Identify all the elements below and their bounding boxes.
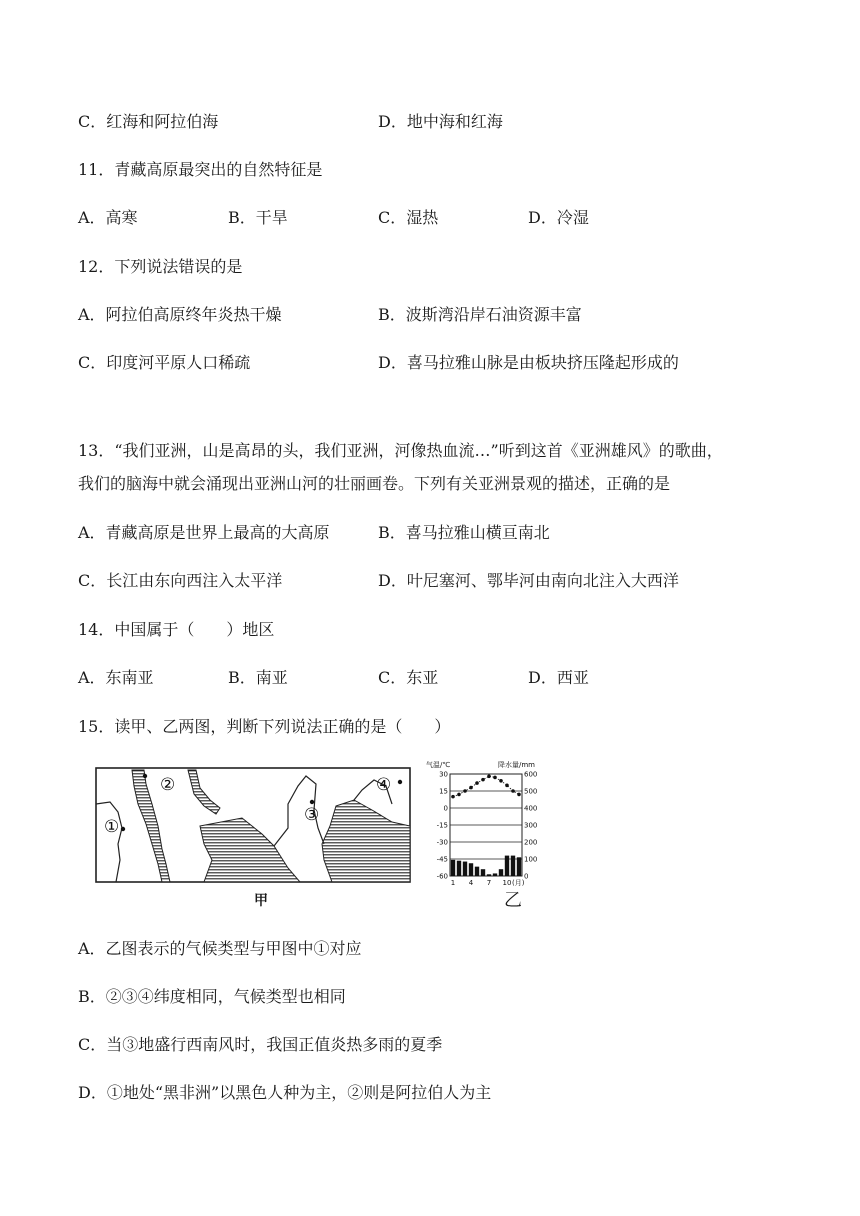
- temperature-point: [517, 793, 521, 797]
- temperature-point: [493, 776, 497, 780]
- q14-option-a: A．东南亚: [78, 668, 154, 687]
- x-tick-label: 1: [450, 879, 456, 887]
- q15-option-a: A．乙图表示的气候类型与甲图中①对应: [78, 939, 362, 958]
- right-tick-label: 0: [524, 872, 529, 881]
- precip-bar: [481, 869, 485, 876]
- q15-option-c: C．当③地盛行西南风时，我国正值炎热多雨的夏季: [78, 1035, 443, 1054]
- q13-option-c: C．长江由东向西注入太平洋: [78, 571, 283, 590]
- right-axis-title: 降水量/mm: [498, 761, 535, 769]
- q11-stem: 11．青藏高原最突出的自然特征是: [78, 160, 323, 179]
- precip-bar: [463, 862, 467, 876]
- map-label-3: ③: [304, 805, 320, 825]
- right-tick-label: 300: [524, 821, 538, 830]
- climate-chart-graphic: [424, 758, 554, 890]
- left-tick-label: 15: [439, 787, 448, 796]
- q11-option-c: C．湿热: [378, 208, 439, 227]
- q13-stem-line1: 13．“我们亚洲，山是高昂的头，我们亚洲，河像热血流…”听到这首《亚洲雄风》的歌曲，: [78, 441, 723, 460]
- right-tick-label: 500: [524, 787, 538, 796]
- temperature-point: [457, 793, 461, 797]
- map-graphic: [92, 764, 414, 886]
- x-tick-label: 4: [468, 879, 474, 887]
- precip-bar: [475, 867, 479, 876]
- left-tick-label: -60: [436, 872, 448, 881]
- temperature-point: [469, 786, 473, 790]
- map-label-2: ②: [160, 775, 176, 795]
- q14-option-d: D．西亚: [528, 668, 589, 687]
- precip-bar: [499, 869, 503, 876]
- map-figure: [92, 764, 414, 909]
- map-label-1: ①: [104, 817, 120, 837]
- x-tick-label: 10: [502, 879, 512, 887]
- left-tick-label: -30: [436, 838, 448, 847]
- temperature-point: [487, 774, 491, 778]
- precip-bar: [505, 856, 509, 876]
- q10-option-c: C．红海和阿拉伯海: [78, 112, 219, 131]
- precip-bar: [487, 874, 491, 876]
- q13-option-a: A．青藏高原是世界上最高的大高原: [78, 523, 330, 542]
- temperature-point: [511, 789, 515, 793]
- right-tick-label: 200: [524, 838, 538, 847]
- temperature-point: [505, 784, 509, 788]
- q14-option-b: B．南亚: [228, 668, 288, 687]
- q13-option-d: D．叶尼塞河、鄂毕河由南向北注入大西洋: [378, 571, 679, 590]
- temperature-point: [481, 778, 485, 782]
- q12-option-c: C．印度河平原人口稀疏: [78, 353, 251, 372]
- q12-option-b: B．波斯湾沿岸石油资源丰富: [378, 305, 582, 324]
- q11-option-b: B．干旱: [228, 208, 288, 227]
- left-tick-label: 0: [443, 804, 448, 813]
- left-tick-label: 30: [439, 770, 448, 779]
- q13-stem-line2: 我们的脑海中就会涌现出亚洲山河的壮丽画卷。下列有关亚洲景观的描述，正确的是: [78, 474, 671, 493]
- temperature-point: [451, 795, 455, 799]
- right-tick-label: 600: [524, 770, 538, 779]
- left-tick-label: -15: [436, 821, 448, 830]
- left-axis-title: 气温/℃: [426, 761, 451, 769]
- q14-option-c: C．东亚: [378, 668, 439, 687]
- x-tick-label: 7: [486, 879, 492, 887]
- q11-option-d: D．冷湿: [528, 208, 589, 227]
- q15-option-b: B．②③④纬度相同，气候类型也相同: [78, 987, 346, 1006]
- temperature-point: [499, 779, 503, 783]
- q12-option-a: A．阿拉伯高原终年炎热干燥: [78, 305, 282, 324]
- map-caption: 甲: [254, 893, 268, 909]
- q11-option-a: A．高寒: [78, 208, 138, 227]
- q13-option-b: B．喜马拉雅山横亘南北: [378, 523, 550, 542]
- precip-bar: [493, 873, 497, 876]
- precip-bar: [517, 857, 521, 876]
- x-axis-unit: (月): [512, 879, 525, 887]
- q15-stem: 15．读甲、乙两图，判断下列说法正确的是（ ）: [78, 717, 451, 736]
- left-tick-label: -45: [436, 855, 448, 864]
- q15-option-d: D．①地处“黑非洲”以黑色人种为主，②则是阿拉伯人为主: [78, 1083, 492, 1102]
- temperature-point: [463, 789, 467, 793]
- right-tick-label: 100: [524, 855, 538, 864]
- q14-stem: 14．中国属于（ ）地区: [78, 620, 275, 639]
- climate-chart: [424, 758, 554, 911]
- chart-caption: 乙: [504, 890, 522, 911]
- right-tick-label: 400: [524, 804, 538, 813]
- q12-stem: 12．下列说法错误的是: [78, 257, 243, 276]
- precip-bar: [511, 856, 515, 876]
- temperature-point: [475, 781, 479, 785]
- q10-option-d: D．地中海和红海: [378, 112, 503, 131]
- map-label-4: ④: [376, 775, 392, 795]
- precip-bar: [451, 860, 455, 876]
- precip-bar: [469, 863, 473, 876]
- q12-option-d: D．喜马拉雅山脉是由板块挤压隆起形成的: [378, 353, 679, 372]
- precip-bar: [457, 861, 461, 876]
